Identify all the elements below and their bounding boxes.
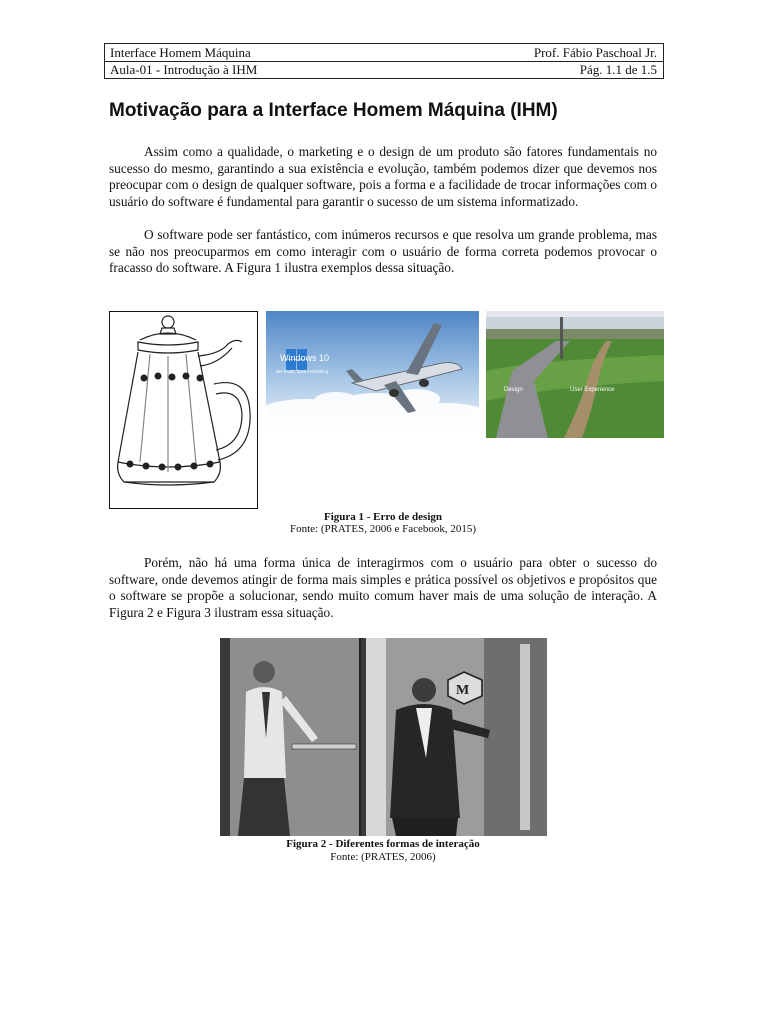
figure2-source: Fonte: (PRATES, 2006) [330,851,436,863]
paragraph-3: Porém, não há uma forma única de interagirmos com o usuário para obter o sucesso do software, onde devemos atingir de forma mais simples e prática possível os objetivos e propósitos que o software se propõe a solucionar, sendo muito comum haver mais de uma solução de interação. A Figura 2 e Figura 3 ilustram essa situação. [109,555,657,620]
header-course: Interface Homem Máquina [110,45,251,60]
figure1-caption: Figura 1 - Erro de design [323,511,443,523]
section-title: Motivação para a Interface Homem Máquina (IHM) [109,100,558,121]
teapot-figure [109,311,258,509]
figure2-caption: Figura 2 - Diferentes formas de interação [286,838,480,850]
header-professor: Prof. Fábio Paschoal Jr. [533,45,657,60]
header-row-top [105,44,663,62]
door-sign-letter: M [456,683,470,698]
airplane-illustration [266,311,479,425]
figure1-source: Fonte: (PRATES, 2006 e Facebook, 2015) [289,523,477,535]
windows-logo-text: Windows 10 [280,353,330,363]
teapot-drawing [110,312,257,508]
windows-tagline: We finally fixed everything [276,369,329,374]
design-vs-ux-figure [486,311,664,438]
teapot-flower-band-top [141,373,204,382]
page-header [104,43,664,79]
header-lesson: Aula-01 - Introdução à IHM [110,62,258,77]
airplane-figure [266,311,479,425]
header-row-bottom [105,61,663,78]
door-interaction-figure [220,638,547,836]
paragraph-2: O software pode ser fantástico, com inúmeros recursos e que resolva um grande problema, mas se não nos preocuparmos em como interagir com o usuário de forma correta podemos provocar o fracasso do software. A Figura 1 ilustra exemplos dessa situação. [109,227,657,276]
label-user-experience: User Experience [570,387,615,393]
label-design: Design [504,387,523,393]
paragraph-1: Assim como a qualidade, o marketing e o design de um produto são fatores fundamentais no sucesso do mesmo, garantindo a sua existência e evolução, também podemos dizer que devemos nos preocupar com o design de qualquer software, pois a forma e a facilidade de trocar informações com o usuário do software é fundamental para garantir o sucesso de um sistema informatizado. [109,144,657,209]
door-interaction-photo [220,638,547,836]
header-page-number: Pág. 1.1 de 1.5 [579,62,657,77]
grass-path-photo [486,311,664,438]
